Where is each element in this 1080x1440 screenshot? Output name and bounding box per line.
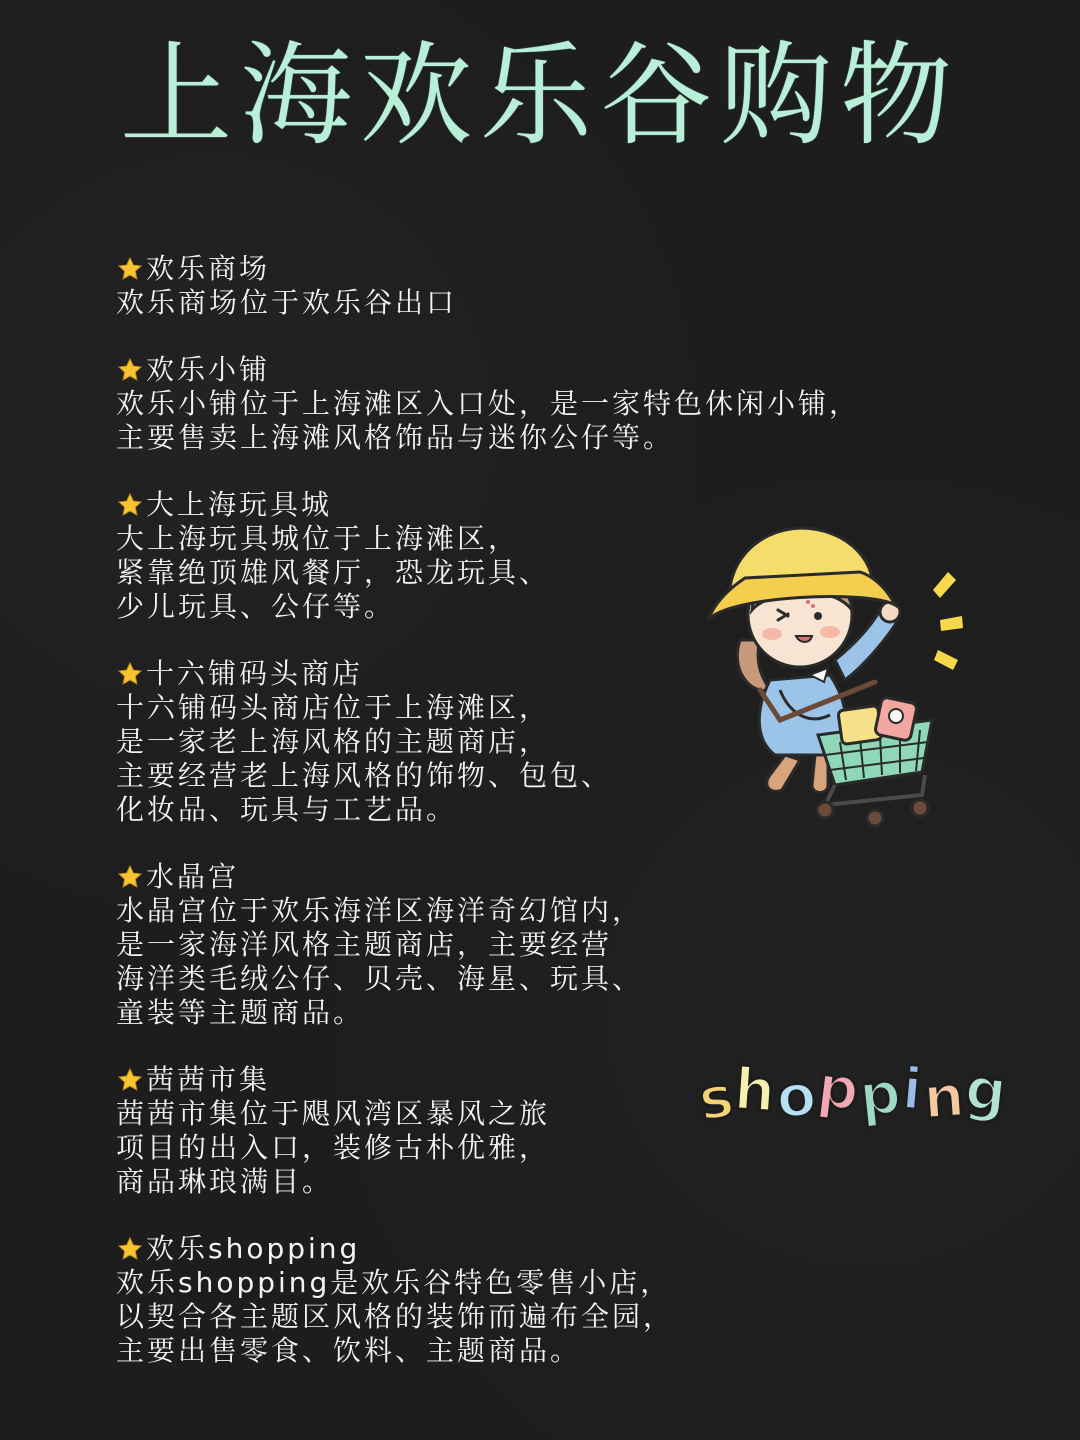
- shop-section: [116, 252, 716, 320]
- star-icon: [116, 255, 144, 283]
- shop-name: 茜茜市集: [146, 1063, 271, 1096]
- shop-description-line: 十六铺码头商店位于上海滩区，: [116, 691, 551, 724]
- shop-description-line: 是一家老上海风格的主题商店，: [116, 725, 551, 758]
- shop-description-line: 项目的出入口，装修古朴优雅，: [116, 1131, 551, 1164]
- shop-heading: [116, 1063, 716, 1097]
- girl-with-shopping-cart-icon: [700, 510, 980, 840]
- shop-description-line: 化妆品、玩具与工艺品。: [116, 793, 458, 826]
- shop-section: [116, 860, 716, 1030]
- sticker-letter: i: [899, 1054, 926, 1124]
- sticker-letter: n: [920, 1061, 968, 1133]
- shop-heading: [116, 860, 716, 894]
- shop-description-line: 主要出售零食、饮料、主题商品。: [116, 1334, 582, 1367]
- star-icon: [116, 491, 144, 519]
- star-icon: [116, 1066, 144, 1094]
- sticker-letter: o: [773, 1060, 820, 1132]
- sticker-letter: p: [813, 1051, 864, 1125]
- shop-description-line: 童装等主题商品。: [116, 996, 365, 1029]
- shop-description-line: 欢乐商场位于欢乐谷出口: [116, 286, 458, 319]
- shop-heading: [116, 252, 716, 286]
- shop-description-line: 大上海玩具城位于上海滩区，: [116, 522, 520, 555]
- star-icon: [116, 863, 144, 891]
- shop-description-line: 是一家海洋风格主题商店，主要经营: [116, 928, 613, 961]
- star-icon: [116, 356, 144, 384]
- shop-description-line: 欢乐小铺位于上海滩区入口处，是一家特色休闲小铺，: [116, 387, 861, 420]
- sticker-letter: g: [961, 1053, 1012, 1127]
- page-title: 上海欢乐谷购物: [120, 31, 960, 161]
- shop-description-line: 欢乐shopping是欢乐谷特色零售小店，: [116, 1266, 672, 1299]
- star-icon: [116, 660, 144, 688]
- sticker-letter: h: [731, 1054, 779, 1126]
- shop-heading: [116, 1232, 716, 1266]
- shop-list: [116, 252, 861, 1401]
- shop-heading: [116, 657, 716, 691]
- shop-heading: [116, 488, 716, 522]
- shop-description-line: 以契合各主题区风格的装饰而遍布全园，: [116, 1300, 675, 1333]
- shop-name: 欢乐商场: [146, 252, 271, 285]
- shop-description-line: 紧靠绝顶雄风餐厅，恐龙玩具、: [116, 556, 551, 589]
- shop-section: [116, 1232, 716, 1368]
- shop-description-line: 商品琳琅满目。: [116, 1165, 334, 1198]
- shop-name: 十六铺码头商店: [146, 657, 364, 690]
- shop-description-line: 海洋类毛绒公仔、贝壳、海星、玩具、: [116, 962, 644, 995]
- shop-description-line: 少儿玩具、公仔等。: [116, 590, 396, 623]
- sticker-letter: s: [694, 1061, 739, 1135]
- shop-section: [116, 1063, 716, 1199]
- shop-description-line: 主要售卖上海滩风格饰品与迷你公仔等。: [116, 421, 675, 454]
- shop-name: 水晶宫: [146, 860, 240, 893]
- sticker-letter: p: [855, 1057, 906, 1131]
- shop-section: [116, 657, 716, 827]
- shop-heading: [116, 353, 716, 387]
- shop-description-line: 水晶宫位于欢乐海洋区海洋奇幻馆内，: [116, 894, 644, 927]
- shop-section: [116, 488, 716, 624]
- shop-description-line: 主要经营老上海风格的饰物、包包、: [116, 759, 613, 792]
- shop-name: 欢乐小铺: [146, 353, 271, 386]
- shopping-sticker-text: [694, 1051, 1018, 1148]
- shop-section: [116, 353, 861, 455]
- shop-name: 大上海玩具城: [146, 488, 333, 521]
- shop-description-line: 茜茜市集位于飓风湾区暴风之旅: [116, 1097, 551, 1130]
- shop-name: 欢乐shopping: [146, 1232, 361, 1265]
- star-icon: [116, 1235, 144, 1263]
